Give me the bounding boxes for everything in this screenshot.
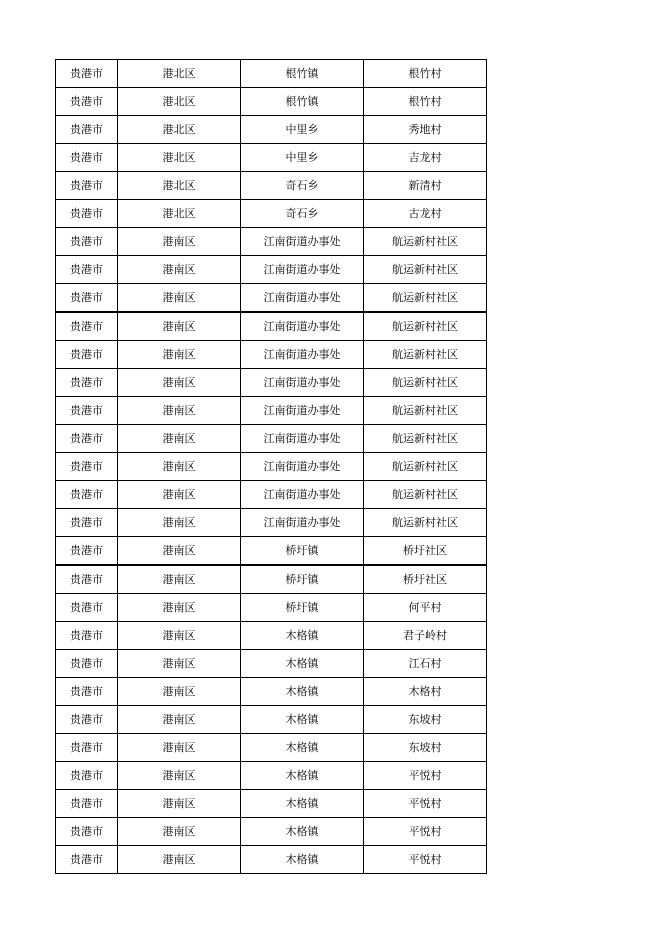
table-row [56, 594, 487, 622]
town-cell: 江南街道办事处 [241, 397, 364, 425]
table-row [56, 228, 487, 256]
town-cell: 桥圩镇 [241, 594, 364, 622]
town-cell: 根竹镇 [241, 60, 364, 88]
district-cell: 港南区 [118, 284, 241, 313]
village-cell: 航运新村社区 [364, 509, 487, 537]
city-cell: 贵港市 [56, 228, 118, 256]
village-cell: 航运新村社区 [364, 228, 487, 256]
city-cell: 贵港市 [56, 425, 118, 453]
town-cell: 桥圩镇 [241, 565, 364, 594]
town-cell: 木格镇 [241, 818, 364, 846]
district-cell: 港南区 [118, 565, 241, 594]
table-row [56, 509, 487, 537]
table-row [56, 846, 487, 874]
village-cell: 新清村 [364, 172, 487, 200]
town-cell: 木格镇 [241, 622, 364, 650]
district-cell: 港南区 [118, 594, 241, 622]
table-row [56, 172, 487, 200]
district-cell: 港南区 [118, 453, 241, 481]
village-cell: 何平村 [364, 594, 487, 622]
town-cell: 木格镇 [241, 706, 364, 734]
table-row [56, 312, 487, 341]
table-row [56, 537, 487, 566]
town-cell: 木格镇 [241, 678, 364, 706]
town-cell: 根竹镇 [241, 88, 364, 116]
town-cell: 木格镇 [241, 846, 364, 874]
district-cell: 港南区 [118, 706, 241, 734]
city-cell: 贵港市 [56, 734, 118, 762]
table-row [56, 706, 487, 734]
village-cell: 航运新村社区 [364, 341, 487, 369]
table-row [56, 565, 487, 594]
district-cell: 港南区 [118, 762, 241, 790]
district-cell: 港南区 [118, 818, 241, 846]
district-cell: 港南区 [118, 228, 241, 256]
village-cell: 木格村 [364, 678, 487, 706]
village-cell: 东坡村 [364, 706, 487, 734]
village-cell: 桥圩社区 [364, 537, 487, 566]
district-cell: 港南区 [118, 790, 241, 818]
city-cell: 贵港市 [56, 594, 118, 622]
village-cell: 平悦村 [364, 762, 487, 790]
town-cell: 中里乡 [241, 144, 364, 172]
district-cell: 港南区 [118, 622, 241, 650]
table-row [56, 818, 487, 846]
table-row [56, 453, 487, 481]
table-row [56, 622, 487, 650]
district-cell: 港南区 [118, 509, 241, 537]
table-row [56, 762, 487, 790]
town-cell: 中里乡 [241, 116, 364, 144]
district-cell: 港南区 [118, 425, 241, 453]
table-row [56, 481, 487, 509]
table-row [56, 116, 487, 144]
city-cell: 贵港市 [56, 650, 118, 678]
town-cell: 江南街道办事处 [241, 453, 364, 481]
district-cell: 港南区 [118, 846, 241, 874]
town-cell: 江南街道办事处 [241, 509, 364, 537]
town-cell: 木格镇 [241, 762, 364, 790]
table-row [56, 88, 487, 116]
district-cell: 港南区 [118, 256, 241, 284]
village-cell: 桥圩社区 [364, 565, 487, 594]
table-row [56, 425, 487, 453]
village-cell: 根竹村 [364, 60, 487, 88]
village-cell: 航运新村社区 [364, 284, 487, 313]
town-cell: 江南街道办事处 [241, 284, 364, 313]
village-cell: 航运新村社区 [364, 369, 487, 397]
city-cell: 贵港市 [56, 622, 118, 650]
district-cell: 港北区 [118, 200, 241, 228]
city-cell: 贵港市 [56, 256, 118, 284]
city-cell: 贵港市 [56, 537, 118, 566]
district-cell: 港南区 [118, 678, 241, 706]
town-cell: 江南街道办事处 [241, 256, 364, 284]
city-cell: 贵港市 [56, 453, 118, 481]
town-cell: 江南街道办事处 [241, 369, 364, 397]
village-cell: 秀地村 [364, 116, 487, 144]
town-cell: 木格镇 [241, 650, 364, 678]
village-cell: 航运新村社区 [364, 425, 487, 453]
district-cell: 港北区 [118, 116, 241, 144]
district-cell: 港南区 [118, 537, 241, 566]
table-row [56, 369, 487, 397]
district-cell: 港南区 [118, 312, 241, 341]
city-cell: 贵港市 [56, 369, 118, 397]
city-cell: 贵港市 [56, 565, 118, 594]
district-cell: 港南区 [118, 481, 241, 509]
city-cell: 贵港市 [56, 312, 118, 341]
table-row [56, 200, 487, 228]
table-row [56, 650, 487, 678]
village-cell: 航运新村社区 [364, 312, 487, 341]
town-cell: 江南街道办事处 [241, 425, 364, 453]
table-row [56, 790, 487, 818]
city-cell: 贵港市 [56, 172, 118, 200]
district-cell: 港南区 [118, 369, 241, 397]
village-cell: 平悦村 [364, 790, 487, 818]
city-cell: 贵港市 [56, 341, 118, 369]
city-cell: 贵港市 [56, 509, 118, 537]
village-cell: 古龙村 [364, 200, 487, 228]
city-cell: 贵港市 [56, 60, 118, 88]
city-cell: 贵港市 [56, 678, 118, 706]
city-cell: 贵港市 [56, 762, 118, 790]
town-cell: 奇石乡 [241, 172, 364, 200]
address-table [55, 59, 487, 874]
village-cell: 东坡村 [364, 734, 487, 762]
town-cell: 奇石乡 [241, 200, 364, 228]
table-row [56, 397, 487, 425]
town-cell: 江南街道办事处 [241, 312, 364, 341]
village-cell: 江石村 [364, 650, 487, 678]
village-cell: 航运新村社区 [364, 256, 487, 284]
district-cell: 港北区 [118, 60, 241, 88]
table-row [56, 284, 487, 313]
town-cell: 木格镇 [241, 790, 364, 818]
town-cell: 桥圩镇 [241, 537, 364, 566]
district-cell: 港北区 [118, 88, 241, 116]
village-cell: 吉龙村 [364, 144, 487, 172]
village-cell: 平悦村 [364, 846, 487, 874]
district-cell: 港南区 [118, 734, 241, 762]
city-cell: 贵港市 [56, 397, 118, 425]
table-row [56, 144, 487, 172]
city-cell: 贵港市 [56, 818, 118, 846]
city-cell: 贵港市 [56, 116, 118, 144]
table-row [56, 678, 487, 706]
town-cell: 木格镇 [241, 734, 364, 762]
city-cell: 贵港市 [56, 284, 118, 313]
district-cell: 港南区 [118, 650, 241, 678]
district-cell: 港南区 [118, 341, 241, 369]
city-cell: 贵港市 [56, 200, 118, 228]
village-cell: 君子岭村 [364, 622, 487, 650]
table-row [56, 60, 487, 88]
table-row [56, 341, 487, 369]
city-cell: 贵港市 [56, 481, 118, 509]
city-cell: 贵港市 [56, 706, 118, 734]
table-body [56, 60, 487, 874]
town-cell: 江南街道办事处 [241, 228, 364, 256]
table-row [56, 256, 487, 284]
village-cell: 航运新村社区 [364, 397, 487, 425]
village-cell: 航运新村社区 [364, 481, 487, 509]
city-cell: 贵港市 [56, 88, 118, 116]
table-row [56, 734, 487, 762]
village-cell: 航运新村社区 [364, 453, 487, 481]
city-cell: 贵港市 [56, 790, 118, 818]
city-cell: 贵港市 [56, 846, 118, 874]
district-cell: 港北区 [118, 144, 241, 172]
village-cell: 根竹村 [364, 88, 487, 116]
district-cell: 港北区 [118, 172, 241, 200]
village-cell: 平悦村 [364, 818, 487, 846]
district-cell: 港南区 [118, 397, 241, 425]
town-cell: 江南街道办事处 [241, 481, 364, 509]
city-cell: 贵港市 [56, 144, 118, 172]
town-cell: 江南街道办事处 [241, 341, 364, 369]
